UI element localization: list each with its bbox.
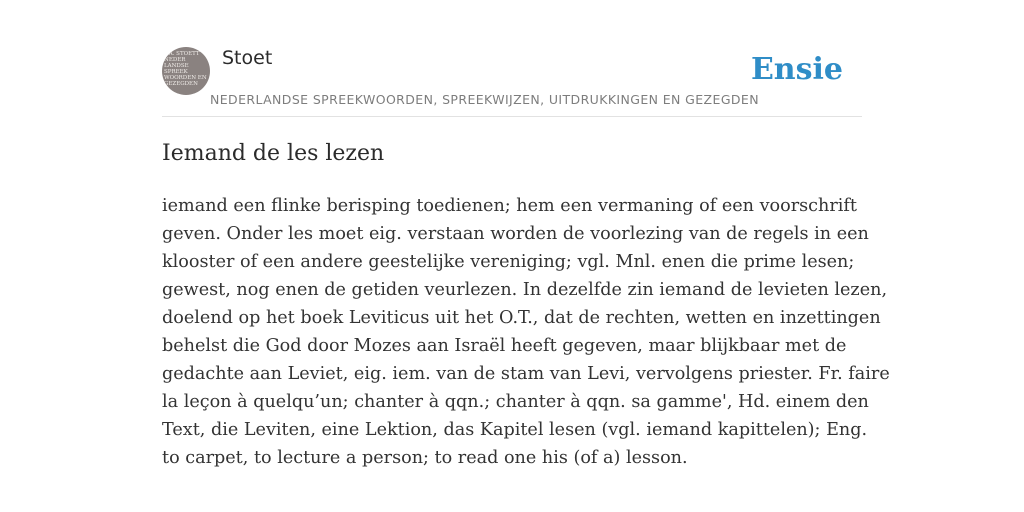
body-line: to carpet, to lecture a person; to read one his (of a) lesson. bbox=[162, 448, 688, 468]
brand-logo[interactable]: Ensie bbox=[750, 52, 843, 87]
avatar[interactable] bbox=[162, 47, 210, 95]
body-line: doelend op het boek Leviticus uit het O.T., dat de rechten, wetten en inzettingen bbox=[162, 308, 881, 328]
author-name[interactable]: Stoet bbox=[222, 47, 273, 69]
header bbox=[162, 46, 862, 117]
body-line: Text, die Leviten, eine Lektion, das Kapitel lesen (vgl. iemand kapittelen); Eng. bbox=[162, 420, 868, 440]
body-line: behelst die God door Mozes aan Israël heeft gegeven, maar blijkbaar met de bbox=[162, 336, 847, 356]
body-line: geven. Onder les moet eig. verstaan worden de voorlezing van de regels in een bbox=[162, 224, 869, 244]
body-line: la leçon à quelqu’un; chanter à qqn.; chanter à qqn. sa gamme', Hd. einem den bbox=[162, 392, 869, 412]
avatar-text-line: SPREEK bbox=[164, 69, 188, 75]
page-title: Iemand de les lezen bbox=[162, 141, 385, 166]
avatar-text-line: NEDER bbox=[164, 57, 186, 63]
body-line: klooster of een andere geestelijke vereniging; vgl. Mnl. enen die prime lesen; bbox=[162, 252, 855, 272]
avatar-text-line: F.A. STOETT bbox=[164, 51, 200, 57]
body-line: gedachte aan Leviet, eig. iem. van de stam van Levi, vervolgens priester. Fr. faire bbox=[162, 364, 890, 384]
body-line: iemand een flinke berisping toedienen; hem een vermaning of een voorschrift bbox=[162, 196, 857, 216]
avatar-text-line: LANDSE bbox=[164, 63, 189, 69]
body-line: gewest, nog enen de getiden veurlezen. In dezelfde zin iemand de levieten lezen, bbox=[162, 280, 888, 300]
avatar-text-line: WOORDEN EN bbox=[164, 75, 207, 81]
source-subtitle: NEDERLANDSE SPREEKWOORDEN, SPREEKWIJZEN, UITDRUKKINGEN EN GEZEGDEN bbox=[210, 92, 759, 107]
entry-body bbox=[162, 192, 890, 472]
avatar-text-line: GEZEGDEN bbox=[164, 81, 198, 87]
